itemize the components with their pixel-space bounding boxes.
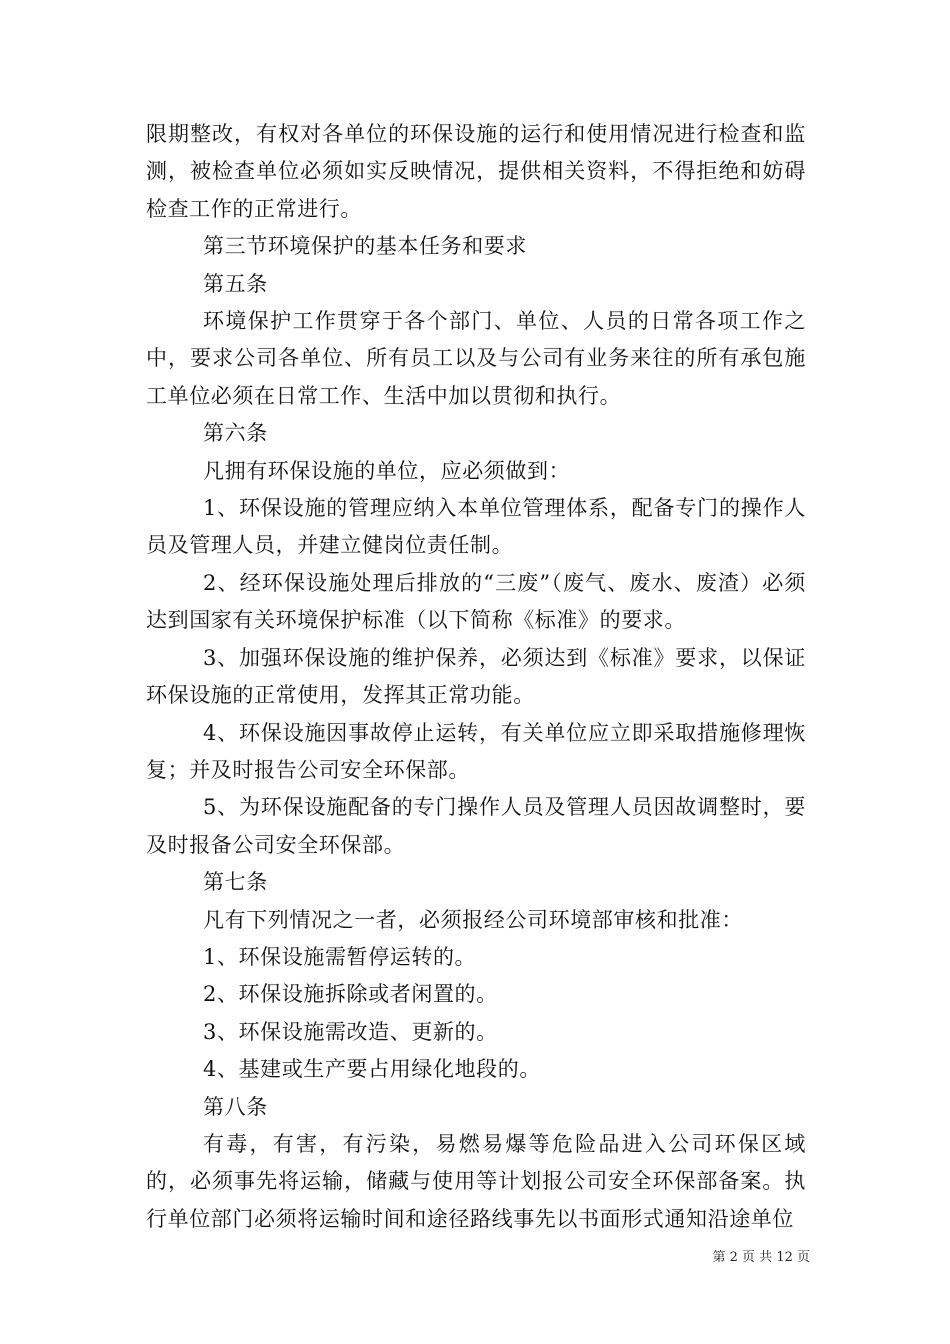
article-7-item-1: 1、环保设施需暂停运转的。 — [203, 944, 477, 969]
article-5-heading: 第五条 — [203, 271, 268, 296]
article-6-item-3: 3、加强环保设施的维护保养，必须达到《标准》要求，以保证环保设施的正常使用，发挥其正常功能。 — [146, 645, 806, 708]
article-6-item-5: 5、为环保设施配备的专门操作人员及管理人员因故调整时，要及时报备公司安全环保部。 — [146, 795, 806, 857]
article-6-item-2: 2、经环保设施处理后排放的“三废”（废气、废水、废渣）必须达到国家有关环境保护标准（以下简称《标准》的要求。 — [146, 570, 806, 633]
article-7-item-4: 4、基建或生产要占用绿化地段的。 — [203, 1057, 541, 1082]
paragraph-1: 限期整改，有权对各单位的环保设施的运行和使用情况进行检查和监测，被检查单位必须如实反映情况，提供相关资料，不得拒绝和妨碍检查工作的正常进行。 — [146, 122, 806, 221]
page-number-footer: 第 2 页 共 12 页 — [712, 1250, 810, 1265]
article-5-body: 环境保护工作贯穿于各个部门、单位、人员的日常各项工作之中，要求公司各单位、所有员工以及与公司有业务来往的所有承包施工单位必须在日常工作、生活中加以贯彻和执行。 — [146, 309, 806, 408]
document-body — [146, 116, 806, 1238]
article-6-item-1: 1、环保设施的管理应纳入本单位管理体系，配备专门的操作人员及管理人员，并建立健岗位责任制。 — [146, 496, 806, 558]
article-8-heading: 第八条 — [203, 1094, 268, 1119]
article-7-heading: 第七条 — [203, 870, 268, 895]
article-6-item-4: 4、环保设施因事故停止运转，有关单位应立即采取措施修理恢复；并及时报告公司安全环保部。 — [146, 720, 806, 782]
article-7-item-3: 3、环保设施需改造、更新的。 — [203, 1019, 498, 1044]
article-6-heading: 第六条 — [203, 421, 268, 446]
article-7-item-2: 2、环保设施拆除或者闲置的。 — [203, 982, 498, 1007]
section-heading: 第三节环境保护的基本任务和要求 — [203, 234, 527, 259]
article-7-intro: 凡有下列情况之一者，必须报经公司环境部审核和批准： — [203, 907, 743, 932]
article-8-body: 有毒，有害，有污染，易燃易爆等危险品进入公司环保区域的，必须事先将运输，储藏与使用等计划报公司安全环保部备案。执行单位部门必须将运输时间和途径路线事先以书面形式通知沿途单位 — [146, 1131, 806, 1231]
article-6-intro: 凡拥有环保设施的单位，应必须做到： — [203, 458, 571, 483]
